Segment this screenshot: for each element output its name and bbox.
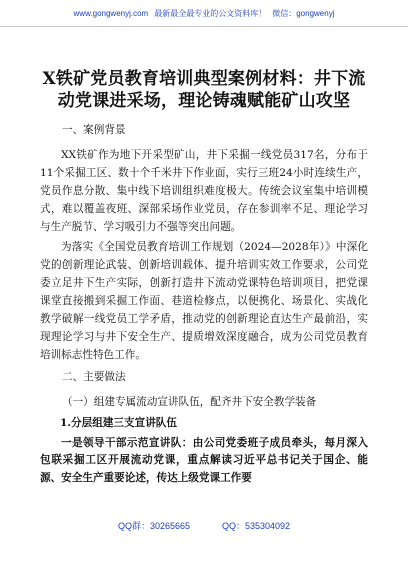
paragraph-background-1: XX铁矿作为地下开采型矿山，井下采掘一线党员317名，分布于11个采掘工区、数十个千米井下作业面，实行三班24小时连续生产，党员作息分散、集中线下培训组织难度极大。传统会议室集中培训模式，难以覆盖夜班、深部采场作业党员，存在参训率不足、理论学习与生产脱节、学习吸引力不强等突出问题。	[40, 148, 368, 233]
site-slogan: 最新最全最专业的公文资料库！	[154, 8, 267, 18]
document-title: X铁矿党员教育培训典型案例材料：井下流动党课进采场，理论铸魂赋能矿山攻坚	[42, 69, 366, 111]
section-heading-background: 一、案例背景	[62, 124, 126, 136]
document-body	[40, 122, 368, 488]
qq-group: QQ群：30265665	[117, 520, 190, 531]
wechat-id: 微信：gongwenyj	[272, 8, 335, 18]
subsection-heading-three-teams: 1.分层组建三支宣讲队伍	[60, 416, 177, 429]
qq-contact: QQ：535304092	[221, 520, 291, 531]
subsection-heading-team: （一）组建专属流动宣讲队伍，配齐井下安全教学装备	[62, 395, 317, 408]
site-header	[0, 0, 408, 27]
paragraph-background-2: 为落实《全国党员教育培训工作规划（2024—2028年）》中深化党的创新理论武装、创新培训载体、提升培训实效工作要求，公司党委立足井下生产实际，创新打造井下流动党课特色培训项目，把党课课堂直接搬到采掘工作面、巷道检修点，以便携化、场景化、实战化教学破解一线党员工学矛盾，推动党的创新理论直达生产最前沿，实现理论学习与井下安全生产、提质增效深度融合，成为公司党员教育培训标志性特色工作。	[40, 241, 368, 361]
page-footer	[0, 516, 408, 534]
paragraph-leader-team: 一是领导干部示范宣讲队：由公司党委班子成员牵头，每月深入包联采掘工区开展流动党课，重点解读习近平总书记关于国企、能源、安全生产重要论述，传达上级党课工作要	[40, 436, 368, 485]
site-url[interactable]: www.gongwenyj.com	[73, 8, 149, 18]
section-heading-methods: 二、主要做法	[62, 370, 126, 383]
